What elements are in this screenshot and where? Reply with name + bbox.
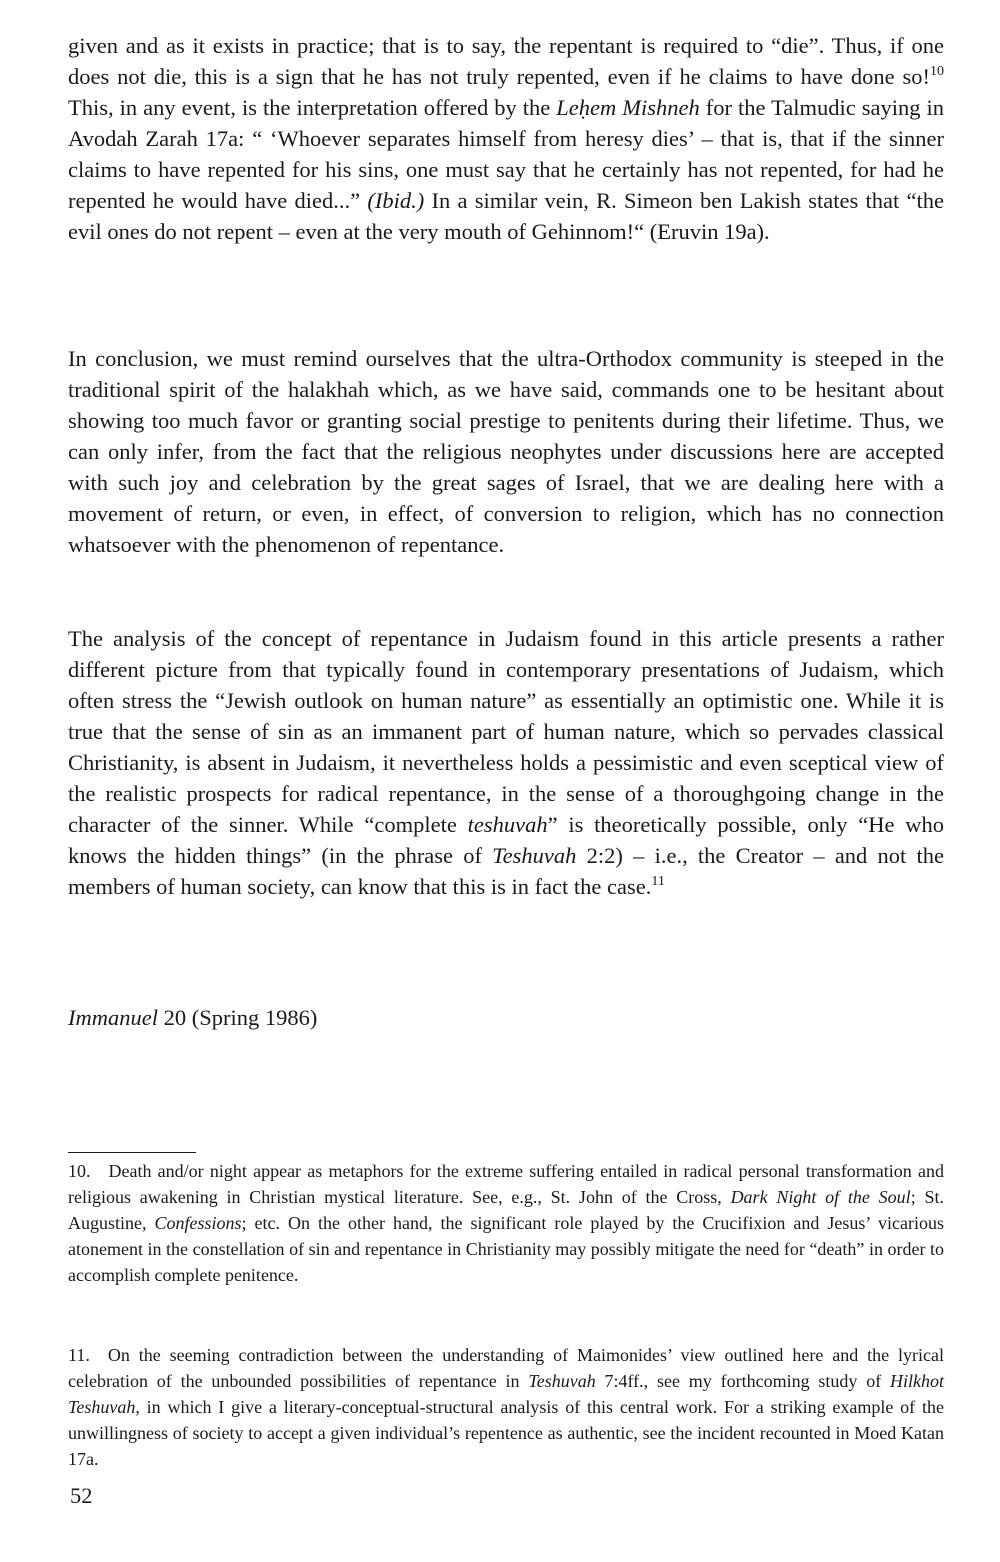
p1-ibid: (Ibid.) — [367, 188, 425, 213]
fn10-work-2: Confessions — [154, 1213, 242, 1233]
fn10-text-2: ; St. Augustine, — [68, 1187, 944, 1233]
paragraph-1 — [68, 30, 944, 247]
p3-work-title: Teshuvah — [492, 843, 577, 868]
footnote-10-number: 10. — [68, 1161, 91, 1181]
fn11-text-3: , in which I give a literary-conceptual-structural analysis of this central work. For a striking example of the unwillingness of society to accept a given individual’s repentence as authentic, see the incident recounted in Moed Katan 17a. — [68, 1397, 944, 1469]
page-number: 52 — [70, 1483, 93, 1508]
p3-text-3: 2:2) – i.e., the Creator – and not the members of human society, can know that this is in fact the case. — [68, 843, 944, 899]
journal-citation — [68, 1002, 317, 1033]
p1-text-2: This, in any event, is the interpretation offered by the — [68, 95, 557, 120]
p1-text-1: given and as it exists in practice; that is to say, the repentant is required to “die”. Thus, if one does not die, this is a sign that he has not truly repented, even if he claims to have done so! — [68, 33, 944, 89]
paragraph-3 — [68, 623, 944, 902]
footnote-ref-10[interactable]: 10 — [930, 64, 944, 79]
fn11-text-1: On the seeming contradiction between the understanding of Maimonides’ view outlined here and the lyrical celebration of the unbounded possibilities of repentance in — [68, 1345, 944, 1391]
footnote-11 — [68, 1342, 944, 1472]
fn10-text-3: ; etc. On the other hand, the significant role played by the Crucifixion and Jesus’ vicarious atonement in the constellation of sin and repentance in Christianity may possibly mitigate the need for “death” in order to accomplish complete penitence. — [68, 1213, 944, 1285]
p3-text-1: The analysis of the concept of repentance in Judaism found in this article presents a rather different picture from that typically found in contemporary presentations of Judaism, which often stress the “Jewish outlook on human nature” as essentially an optimistic one. While it is true that the sense of sin as an immanent part of human nature, which so pervades classical Christianity, is absent in Judaism, it nevertheless holds a pessimistic and even sceptical view of the realistic prospects for radical repentance, in the sense of a thoroughgoing change in the character of the sinner. While “complete — [68, 626, 944, 837]
fn11-text-2: 7:4ff., see my forthcoming study of — [595, 1371, 890, 1391]
p1-text-4: In a similar vein, R. Simeon ben Lakish states that “the evil ones do not repent – even at the very mouth of Gehinnom!“ (Eruvin 19a). — [68, 188, 944, 244]
journal-issue: 20 (Spring 1986) — [157, 1005, 318, 1030]
p1-text-3: for the Talmudic saying in Avodah Zarah 17a: “ ‘Whoever separates himself from heresy dies’ – that is, that if the sinner claims to have repented for his sins, one must say that he certainly has not repented, for had he repented he would have died...” — [68, 95, 944, 213]
fn11-work-2: Hilkhot Teshuvah — [68, 1371, 944, 1417]
footnote-11-number: 11. — [68, 1345, 90, 1365]
p3-text-2: ” is theoretically possible, only “He who knows the hidden things” (in the phrase of — [68, 812, 944, 868]
paragraph-2: In conclusion, we must remind ourselves that the ultra-Orthodox community is steeped in the traditional spirit of the halakhah which, as we have said, commands one to be hesitant about showing too much favor or granting social prestige to penitents during their lifetime. Thus, we can only infer, from the fact that the religious neophytes under discussions here are accepted with such joy and celebration by the great sages of Israel, that we are dealing here with a movement of return, or even, in effect, of conversion to religion, which has no connection whatsoever with the phenomenon of repentance. — [68, 346, 944, 557]
p1-work-title: Leḥem Mishneh — [556, 95, 700, 120]
fn10-work-1: Dark Night of the Soul — [730, 1187, 911, 1207]
footnote-10 — [68, 1158, 944, 1288]
fn11-work-1: Teshuvah — [528, 1371, 596, 1391]
journal-name: Immanuel — [68, 1005, 158, 1030]
footnote-ref-11[interactable]: 11 — [651, 874, 665, 889]
p3-term: teshuvah — [467, 812, 548, 837]
footnote-divider — [68, 1152, 196, 1153]
fn10-text-1: Death and/or night appear as metaphors for the extreme suffering entailed in radical personal transformation and religious awakening in Christian mystical literature. See, e.g., St. John of the Cross, — [68, 1161, 944, 1207]
